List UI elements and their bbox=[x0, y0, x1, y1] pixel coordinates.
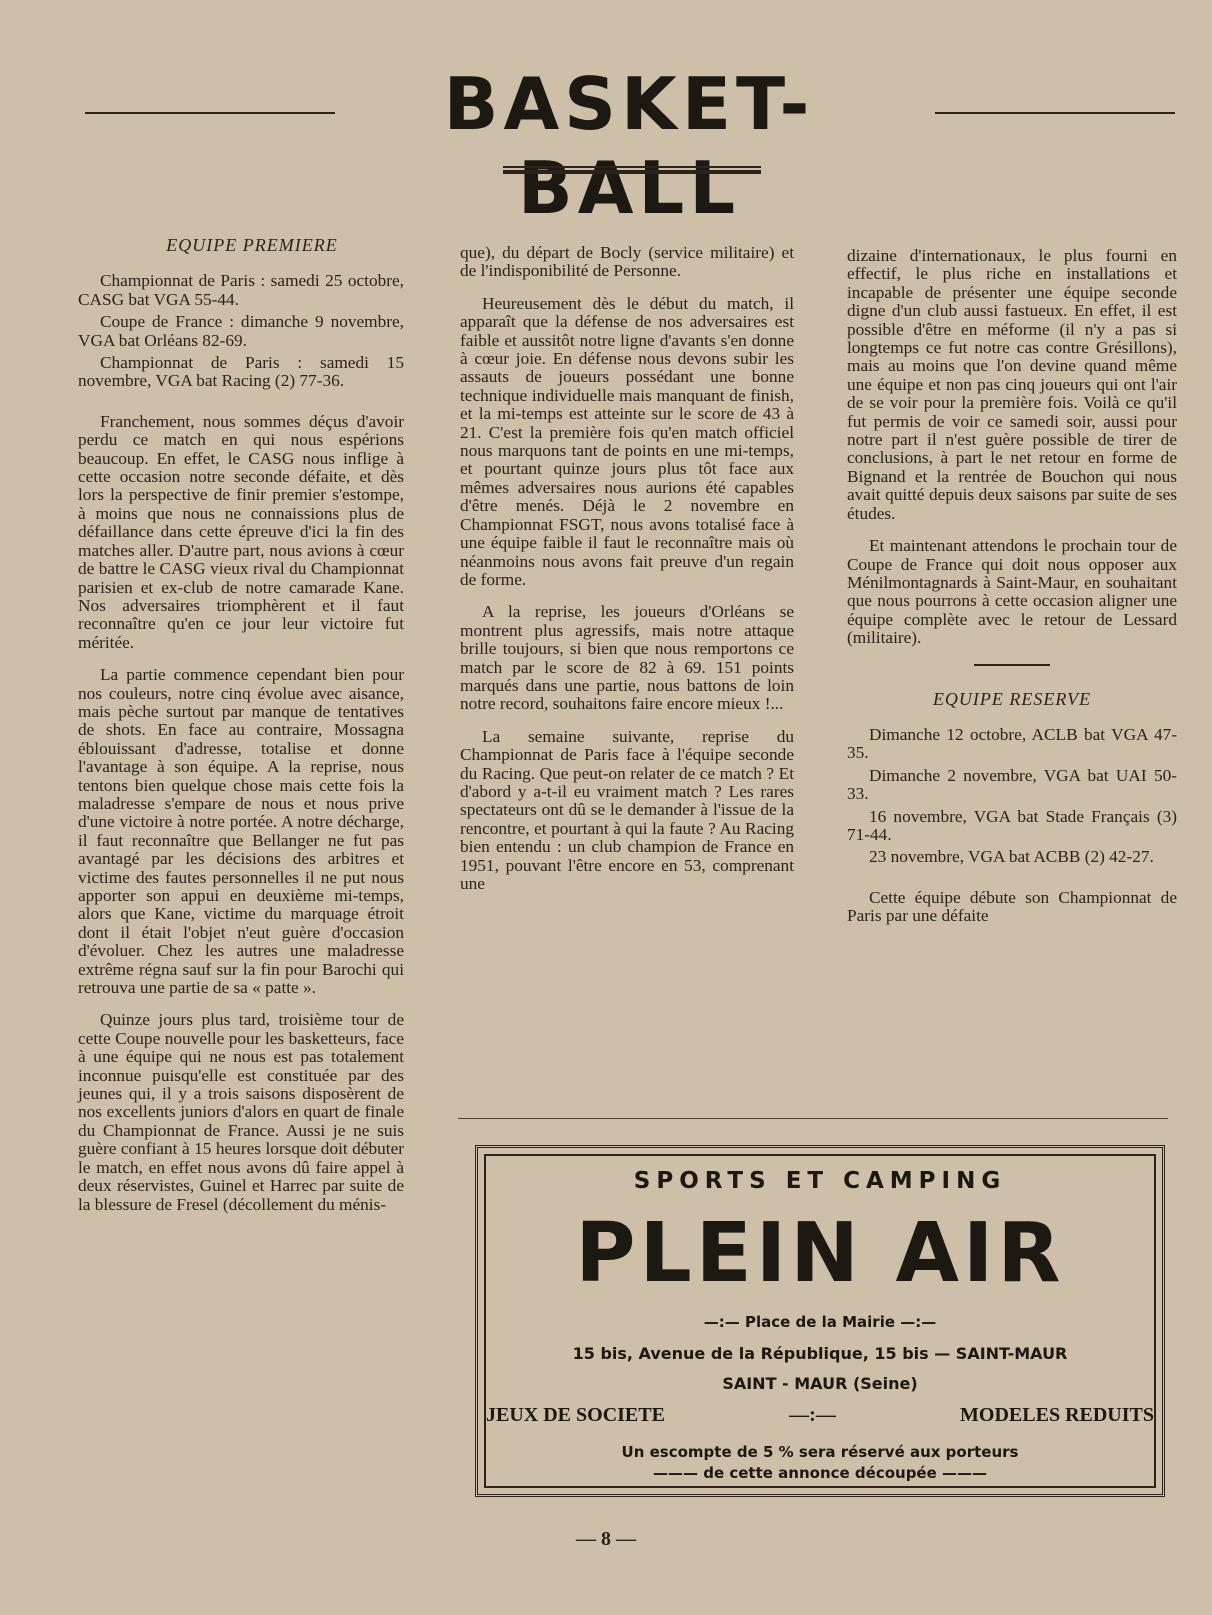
result-paragraph: Coupe de France : dimanche 9 novembre, VGA bat Orléans 82-69. bbox=[78, 312, 404, 350]
article-paragraph: Franchement, nous sommes déçus d'avoir perdu ce match en qui nous espérions beaucoup. En effet, le CASG nous inflige à cette occasion notre seconde défaite, et dès lors la perspective de finir premier s'estompe, à moins que nous ne connaissions plus de défaillance dans cette épreuve d'ici la fin des matches aller. D'autre part, nous avions à cœur de battre le CASG vieux rival du Championnat parisien et ex-club de notre camarade Kane. Nos adversaires triomphèrent et il faut reconnaître qu'en ce jour leur victoire fut méritée. bbox=[78, 411, 404, 652]
section-heading-equipe-reserve: EQUIPE RESERVE bbox=[932, 688, 1092, 709]
result-paragraph: 16 novembre, VGA bat Stade Français (3) 71-44. bbox=[847, 806, 1177, 844]
article-paragraph: La partie commence cependant bien pour nos couleurs, notre cinq évolue avec aisance, mais pèche surtout par manque de tentatives de shots. En face au contraire, Mossagna éblouissant d'adresse, totalise et donne l'avantage à son équipe. A la reprise, nous tentons bien quelque chose mais cette fois la maladresse s'empare de nous et nous prive d'une victoire à notre portée. A notre décharge, il faut reconnaître que Bellanger ne fut pas avantagé par les décisions des arbitres et victime des fautes personnelles il ne put nous apporter son appui en deuxième mi-temps, alors que Kane, victime du marquage étroit dont il était l'objet n'eut guère d'occasion d'évoluer. Chez les autres une maladresse extrême régna sauf sur la fin pour Barochi qui retrouva une partie de sa « patte ». bbox=[78, 665, 404, 998]
horizontal-rule bbox=[458, 1118, 1168, 1119]
ad-products-right: MODELES REDUITS bbox=[960, 1404, 1154, 1426]
title-underline bbox=[503, 166, 761, 174]
ad-place: —:— Place de la Mairie —:— bbox=[703, 1313, 937, 1331]
article-paragraph: La semaine suivante, reprise du Championnat de Paris face à l'équipe seconde du Racing. Que peut-on relater de ce match ? Et d'abord y a-t-il eu vraiment match ? Les rares spectateurs ont dû se le demander à l'issue de la rencontre, et pourtant à qui la faute ? Au Racing bien entendu : un club champion de France en 1951, pouvant l'être encore en 53, comprenant une bbox=[460, 726, 794, 893]
ad-brand: PLEIN AIR bbox=[575, 1206, 1065, 1301]
column-1 bbox=[78, 236, 404, 1228]
ad-address: 15 bis, Avenue de la République, 15 bis — SAINT-MAUR bbox=[572, 1344, 1068, 1363]
result-paragraph: Dimanche 12 octobre, ACLB bat VGA 47-35. bbox=[847, 724, 1177, 763]
article-paragraph: Quinze jours plus tard, troisième tour de cette Coupe nouvelle pour les basketteurs, face à une équipe qui ne nous est pas totalement inconnue puisqu'elle est constituée par des jeunes qui, il y a trois saisons disposèrent de nos excellents juniors d'alors en quart de finale du Championnat de France. Aussi je ne suis guère confiant à 15 heures lorsque doit débuter le match, en effet nous avons dû faire appel à deux réservistes, Guinel et Harrec par suite de la blessure de Fresel (décollement du ménis- bbox=[78, 1010, 404, 1214]
title-rule-left bbox=[85, 112, 335, 114]
page-number: — 8 — bbox=[576, 1528, 636, 1550]
section-separator bbox=[974, 664, 1050, 666]
article-paragraph: A la reprise, les joueurs d'Orléans se montrent plus agressifs, mais notre attaque brille toujours, si bien que nous remportons ce match par le score de 82 à 69. 151 points marqués dans une partie, nous battons de loin notre record, souhaitons faire encore mieux !... bbox=[460, 602, 794, 714]
ad-offer-line-2: ——— de cette annonce découpée ——— bbox=[653, 1464, 987, 1482]
column-2 bbox=[460, 244, 794, 907]
ad-tagline: SPORTS ET CAMPING bbox=[633, 1168, 1007, 1194]
page-title: BASKET-BALL bbox=[443, 62, 815, 230]
advertisement-plein-air bbox=[475, 1145, 1165, 1497]
result-paragraph: Dimanche 2 novembre, VGA bat UAI 50-33. bbox=[847, 765, 1177, 804]
article-paragraph: Cette équipe débute son Championnat de Paris par une défaite bbox=[847, 887, 1177, 926]
ad-products-mid: —:— bbox=[789, 1404, 836, 1426]
section-heading-equipe-premiere: EQUIPE PREMIERE bbox=[166, 235, 338, 255]
column-3 bbox=[847, 247, 1177, 940]
title-row bbox=[85, 62, 1175, 230]
article-paragraph: Heureusement dès le début du match, il apparaît que la défense de nos adversaires est faible et aussitôt notre ligne d'avants s'en donne à cœur joie. En défense nous devons subir les assauts de joueurs possédant une bonne technique individuelle mais manquant de finish, et la mi-temps est atteinte sur le score de 43 à 21. C'est la première fois qu'en match officiel nous marquons tant de points en une mi-temps, et pourtant quinze jours plus tôt face aux mêmes adversaires nous aurions été capables d'être menés. Déjà le 2 novembre en Championnat FSGT, nous avons totalisé face à une équipe faible il faut le reconnaître mais où néanmoins nous avons fait preuve d'un regain de forme. bbox=[460, 293, 794, 589]
article-paragraph: que), du départ de Bocly (service militaire) et de l'indisponibilité de Personne. bbox=[460, 243, 794, 281]
result-paragraph: Championnat de Paris : samedi 15 novembre, VGA bat Racing (2) 77-36. bbox=[78, 353, 404, 391]
ad-offer-line-1: Un escompte de 5 % sera réservé aux porteurs bbox=[621, 1443, 1019, 1461]
title-rule-right bbox=[935, 112, 1175, 114]
ad-city: SAINT - MAUR (Seine) bbox=[722, 1374, 918, 1393]
result-paragraph: Championnat de Paris : samedi 25 octobre, CASG bat VGA 55-44. bbox=[78, 271, 404, 309]
article-paragraph: dizaine d'internationaux, le plus fourni en effectif, le plus riche en installations et incapable de présenter une équipe seconde digne d'un club aussi fastueux. En effet, il est possible d'être en méforme (il n'y a pas si longtemps ce fut notre cas contre Grésillons), mais au moins que l'on devine quand même une équipe et non pas cinq joueurs qui ont l'air de se voir pour la première fois. Voilà ce qu'il fut permis de voir ce samedi soir, aussi pour notre part il n'est guère possible de tirer de conclusions, à part le net retour en forme de Bignand et la rentrée de Bouchon qui nous avait quitté depuis deux saisons par suite de ses études. bbox=[847, 246, 1177, 523]
ad-products bbox=[478, 1404, 1162, 1427]
article-paragraph: Et maintenant attendons le prochain tour de Coupe de France qui doit nous opposer aux Ménilmontagnards à Saint-Maur, en souhaitant que nous pourrons à cette occasion aligner une équipe complète avec le retour de Lessard (militaire). bbox=[847, 536, 1177, 648]
ad-products-left: JEUX DE SOCIETE bbox=[486, 1404, 665, 1426]
result-paragraph: 23 novembre, VGA bat ACBB (2) 42-27. bbox=[869, 847, 1154, 867]
